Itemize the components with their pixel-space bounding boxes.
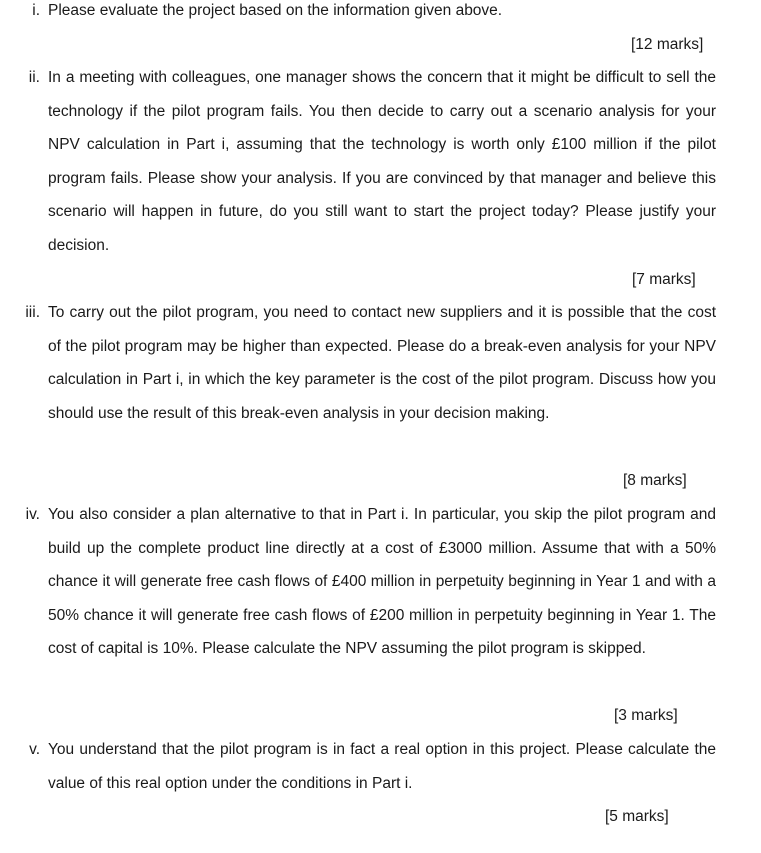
question-text: In a meeting with colleagues, one manager shows the concern that it might be difficult to sell the technology if the pilot program fails. You then decide to carry out a scenario analysis for your NPV calculation in Part i, assuming that the technology is worth only £100 million if the pilot program fails. Please show your analysis. If you are convinced by that manager and believe this scenario will happen in future, do you still want to start the project today? Please justify your decision. — [48, 69, 716, 254]
question-text: To carry out the pilot program, you need to contact new suppliers and it is possible that the cost of the pilot program may be higher than expected. Please do a break-even analysis for your NPV calculation in Part i, in which the key parameter is the cost of the pilot program. Discuss how you should use the result of this break-even analysis in your decision making. — [48, 304, 716, 422]
question-number: iv. — [25, 506, 40, 523]
marks-label: [7 marks] — [632, 271, 696, 288]
marks-label: [8 marks] — [623, 472, 687, 489]
marks-label: [12 marks] — [631, 36, 704, 53]
question-number: iii. — [25, 304, 40, 321]
question-number: ii. — [28, 69, 40, 86]
question-number: i. — [32, 2, 40, 19]
marks-label: [5 marks] — [605, 808, 669, 825]
question-text: You also consider a plan alternative to that in Part i. In particular, you skip the pilot program and build up the complete product line directly at a cost of £3000 million. Assume that with a 50% chance it will generate free cash flows of £400 million in perpetuity beginning in Year 1 and with a 50% chance it will generate free cash flows of £200 million in perpetuity beginning in Year 1. The cost of capital is 10%. Please calculate the NPV assuming the pilot program is skipped. — [48, 506, 716, 658]
marks-label: [3 marks] — [614, 707, 678, 724]
question-text: You understand that the pilot program is in fact a real option in this project. Please calculate the value of this real option under the conditions in Part i. — [48, 741, 716, 792]
question-number: v. — [29, 741, 40, 758]
question-text: Please evaluate the project based on the information given above. — [48, 2, 503, 19]
